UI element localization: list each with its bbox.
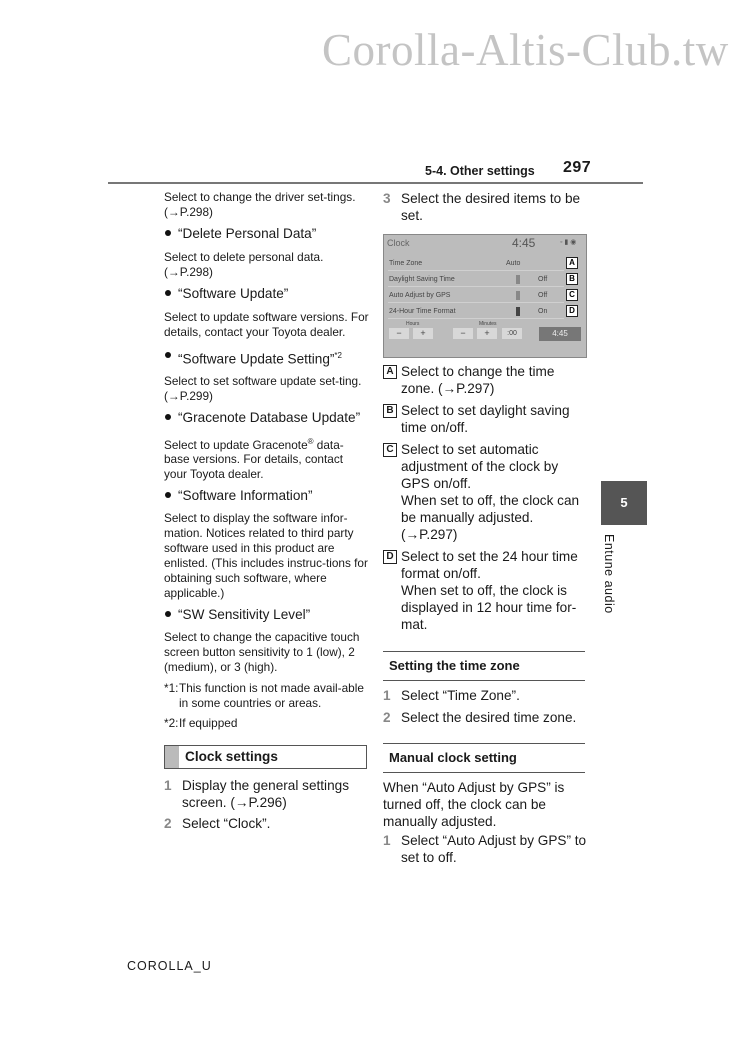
- clock-screen-image: [383, 234, 587, 358]
- screen-status-icons: ◦ ▮ ◉: [560, 239, 577, 246]
- paragraph: When “Auto Adjust by GPS” is turned off, the clock can be manually adjusted.: [383, 780, 565, 829]
- callout-label: D: [383, 550, 397, 564]
- step-number: 3: [383, 191, 391, 206]
- header-rule: [108, 182, 643, 184]
- step: [383, 709, 588, 726]
- zero-minutes-button: :00: [502, 328, 522, 339]
- paragraph: Select to delete personal data. (→P.298): [164, 250, 324, 279]
- heading-marker: [165, 746, 179, 768]
- callout-text-extra: When set to off, the clock is displayed in 12 hour time for-mat.: [401, 583, 577, 632]
- row-label: 24-Hour Time Format: [389, 308, 456, 315]
- row-label: Time Zone: [389, 260, 423, 267]
- manual-clock-heading-box: [383, 743, 585, 773]
- hours-minus-button: −: [389, 328, 409, 339]
- callout-text: [401, 441, 588, 543]
- footnote: [164, 716, 369, 731]
- footnote-mark: *2:: [164, 716, 179, 731]
- manual-clock-heading: Manual clock setting: [389, 750, 517, 765]
- clock-settings-heading-box: [164, 745, 367, 769]
- step-text: Select the desired time zone.: [401, 710, 577, 725]
- callout-text-main: Select to set the 24 hour time format on/off.: [401, 549, 578, 581]
- step: [383, 832, 588, 866]
- paragraph-text: Select to update Gracenote: [164, 437, 308, 452]
- row-value: Off: [538, 276, 548, 283]
- time-zone-heading-box: [383, 651, 585, 681]
- callout-label: A: [383, 365, 397, 379]
- step: [383, 687, 588, 704]
- callout-text: Select to change the time zone. (→P.297): [401, 364, 555, 396]
- screen-time-display: 4:45: [539, 327, 581, 341]
- callout-label: C: [383, 443, 397, 457]
- callout-d: D: [566, 305, 578, 317]
- chapter-tab: 5: [601, 481, 647, 525]
- left-column: [164, 190, 369, 832]
- callout-b-description: [383, 402, 588, 436]
- footnote: [164, 681, 369, 711]
- hours-plus-button: +: [413, 328, 433, 339]
- callout-c: C: [566, 289, 578, 301]
- registered-mark: ®: [307, 436, 314, 446]
- row-value: Auto: [506, 260, 521, 267]
- toggle-indicator: [516, 275, 520, 284]
- screen-title: Clock: [387, 238, 410, 248]
- paragraph: Select to update software versions. For details, contact your Toyota dealer.: [164, 310, 369, 339]
- paragraph: [164, 434, 369, 483]
- bullet-item: [164, 347, 369, 368]
- callout-a-description: [383, 363, 588, 397]
- screen-row-gps: [388, 289, 564, 303]
- footnote-text: This function is not made avail-able in some countries or areas.: [179, 681, 364, 711]
- step-text: Select the desired items to be set.: [401, 191, 581, 223]
- page-number: 297: [563, 159, 592, 176]
- paragraph: Select to set software update set-ting. (→P.299): [164, 373, 362, 403]
- row-label: Daylight Saving Time: [389, 276, 455, 283]
- hours-label: Hours: [406, 321, 420, 327]
- step: [164, 777, 369, 811]
- screen-row-24h: [388, 305, 564, 319]
- screen-row-time-zone: [388, 257, 564, 271]
- toggle-indicator: [516, 307, 520, 316]
- footnote-text: If equipped: [179, 716, 238, 731]
- step-text: Select “Auto Adjust by GPS” to set to off.: [401, 833, 587, 865]
- paragraph: Select to change the capacitive touch screen button sensitivity to 1 (low), 2 (medium), or 3 (high).: [164, 630, 360, 675]
- footnote-mark: *1:: [164, 681, 179, 696]
- screen-time: 4:45: [512, 236, 536, 250]
- step-number: 2: [383, 710, 391, 725]
- callout-text-main: Select to set automatic adjustment of the clock by GPS on/off.: [401, 442, 559, 491]
- step-number: 1: [383, 688, 391, 703]
- callout-c-description: [383, 441, 588, 543]
- callout-text-extra: When set to off, the clock can be manually adjusted. (→P.297): [401, 493, 580, 542]
- step-text: Display the general settings screen. (→P.296): [182, 778, 349, 811]
- row-label: Auto Adjust by GPS: [389, 292, 451, 299]
- footer-code: COROLLA_U: [127, 959, 212, 973]
- step: [383, 190, 588, 224]
- paragraph-text: data-base versions. For details, contact your Toyota dealer.: [164, 437, 344, 482]
- minutes-label: Minutes: [479, 321, 497, 327]
- callout-d-description: [383, 548, 588, 633]
- chapter-label: Entune audio: [602, 534, 616, 614]
- step-number: 1: [164, 778, 172, 794]
- screen-row-daylight: [388, 273, 564, 287]
- callout-text: [401, 548, 588, 633]
- bullet-item: “Software Update”: [164, 285, 369, 302]
- row-value: Off: [538, 292, 548, 299]
- toggle-indicator: [516, 291, 520, 300]
- section-title: 5-4. Other settings: [425, 164, 535, 178]
- right-column: [383, 190, 588, 866]
- minutes-minus-button: −: [453, 328, 473, 339]
- watermark: Corolla-Altis-Club.tw: [322, 25, 729, 75]
- callout-text: Select to set daylight saving time on/off.: [401, 403, 570, 435]
- bullet-item: “Gracenote Database Update”: [164, 409, 369, 426]
- step: [164, 815, 369, 832]
- step-text: Select “Time Zone”.: [401, 688, 520, 703]
- time-zone-heading: Setting the time zone: [389, 658, 520, 673]
- bullet-item: “Software Information”: [164, 487, 369, 504]
- bullet-item: “Delete Personal Data”: [164, 225, 369, 242]
- paragraph: Select to display the software infor-mation. Notices related to third party software used in this product are enlisted. (This includes instruc-tions for obtaining such software, where applicable.): [164, 511, 368, 601]
- clock-settings-heading: Clock settings: [185, 749, 278, 765]
- step-number: 1: [383, 833, 391, 848]
- callout-b: B: [566, 273, 578, 285]
- bullet-item: “SW Sensitivity Level”: [164, 606, 369, 623]
- paragraph: Select to change the driver set-tings. (→P.298): [164, 190, 356, 219]
- callout-label: B: [383, 404, 397, 418]
- step-text: Select “Clock”.: [182, 816, 271, 832]
- callout-a: A: [566, 257, 578, 269]
- row-value: On: [538, 308, 548, 315]
- bullet-text: “Software Update Setting”: [178, 351, 335, 367]
- footnote-ref: *2: [334, 351, 342, 360]
- step-number: 2: [164, 816, 172, 832]
- minutes-plus-button: +: [477, 328, 497, 339]
